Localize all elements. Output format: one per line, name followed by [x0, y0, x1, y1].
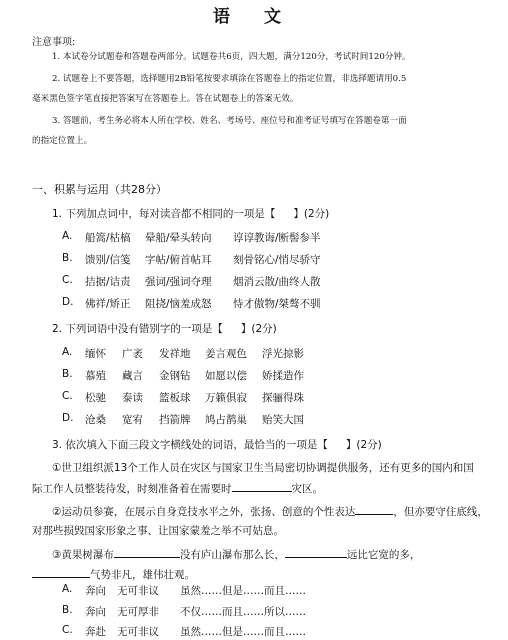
option-word-4: 万籁俱寂	[205, 392, 247, 404]
note-2b: 毫米黑色签字笔直接把答案写在答题卷上。答在试题卷上的答案无效。	[32, 94, 299, 104]
option-word-1: 沧桑	[85, 414, 106, 426]
passage-text: 没有庐山瀑布那么长，	[179, 549, 285, 561]
q3-passage-2-line-1	[52, 503, 488, 519]
q3-passage-3-line-2	[32, 566, 195, 582]
option-pair-2: 字帖/俯首帖耳	[145, 254, 212, 266]
option-letter: D.	[62, 296, 74, 308]
option-word-1: 奔向	[85, 606, 106, 618]
option-letter: B.	[62, 252, 73, 264]
answer-blank	[285, 546, 347, 558]
passage-text: ②运动员参赛，在展示自身竞技水平之外，张扬、创意的个性表达	[52, 506, 356, 518]
option-word-5: 探骊得珠	[262, 392, 304, 404]
option-word-3: 虽然……但是……而且……	[180, 626, 306, 638]
option-word-3: 虽然……但是……而且……	[180, 585, 306, 597]
option-word-2: 广袤	[122, 348, 143, 360]
passage-text: 气势非凡，雄伟壮观。	[90, 569, 195, 581]
note-3b: 的指定位置上。	[32, 136, 93, 146]
option-letter: B.	[62, 368, 73, 380]
option-pair-3: 烟消云散/曲终人散	[233, 276, 321, 288]
option-letter: A.	[62, 230, 73, 242]
option-letter: A.	[62, 583, 73, 595]
question-2-stem: 2. 下列词语中没有错别字的一项是【	[52, 323, 223, 335]
option-letter: D.	[62, 412, 74, 424]
passage-text: ，但亦要守住底线，	[393, 506, 488, 518]
option-word-4: 姜言观色	[205, 348, 247, 360]
passage-text: 际工作人员整装待发，时刻准备着在需要时	[32, 483, 232, 495]
answer-blank	[355, 503, 393, 515]
q3-passage-2-line-2: 对那些损毁国家形象之事、让国家蒙羞之举不可姑息。	[32, 525, 284, 537]
option-word-2: 无可厚非	[117, 606, 159, 618]
option-word-5: 娇揉造作	[262, 370, 304, 382]
note-3a: 3. 答题前，考生务必将本人所在学校、姓名、考场号、座位号和准考证号填写在答题卷第一面	[52, 116, 407, 126]
q3-passage-1-line-1: ①世卫组织派13个工作人员在灾区与国家卫生当局密切协调提供服务，还有更多的国内和国	[52, 462, 474, 474]
question-3-stem: 3. 依次填入下面三段文字横线处的词语，最恰当的一项是【	[52, 439, 328, 451]
question-3-score: 】(2分)	[345, 439, 382, 451]
question-2	[52, 321, 277, 336]
question-1	[52, 206, 329, 221]
question-1-stem: 1. 下列加点词中，每对读音都不相同的一项是【	[52, 208, 276, 220]
option-letter: B.	[62, 604, 73, 616]
option-word-3: 篮板球	[159, 392, 191, 404]
option-word-3: 发祥地	[159, 348, 191, 360]
answer-blank	[232, 480, 292, 492]
option-word-1: 奔向	[85, 585, 106, 597]
passage-text: 远比它宽的多，	[346, 549, 421, 561]
option-word-3: 挡箭牌	[159, 414, 191, 426]
option-pair-2: 强词/强词夺理	[145, 276, 212, 288]
note-2a: 2. 试题卷上不要答题，选择题用2B铅笔按要求填涂在答题卷上的指定位置，非选择题请用0.5	[52, 74, 407, 84]
note-1: 1. 本试卷分试题卷和答题卷两部分。试题卷共6页，四大题，满分120分，考试时间120分钟。	[52, 52, 411, 62]
option-letter: C.	[62, 274, 73, 286]
option-word-5: 浮光掠影	[262, 348, 304, 360]
question-1-score: 】(2分)	[293, 208, 330, 220]
option-letter: C.	[62, 624, 73, 636]
option-word-3: 不仅……而且……所以……	[180, 606, 306, 618]
passage-text: 灾区。	[291, 483, 323, 495]
option-pair-1: 拮据/诘责	[85, 276, 131, 288]
option-pair-3: 恃才傲物/桀骜不驯	[233, 298, 321, 310]
option-word-5: 贻笑大国	[262, 414, 304, 426]
option-letter: A.	[62, 346, 73, 358]
option-word-1: 松驰	[85, 392, 106, 404]
option-word-1: 奔赴	[85, 626, 106, 638]
q3-passage-3-line-1	[52, 546, 420, 562]
q3-passage-1-line-2	[32, 480, 323, 496]
option-word-4: 如愿以偿	[205, 370, 247, 382]
question-3	[52, 437, 382, 452]
notes-heading: 注意事项:	[32, 37, 76, 48]
option-word-2: 藏言	[122, 370, 143, 382]
option-word-1: 慕殖	[85, 370, 106, 382]
option-word-1: 缅怀	[85, 348, 106, 360]
answer-blank	[114, 546, 180, 558]
page-title: 语 文	[213, 7, 295, 27]
option-word-4: 鸠占鹊巢	[205, 414, 247, 426]
passage-text: ③黄果树瀑布	[52, 549, 114, 561]
option-pair-1: 船篙/枯槁	[85, 232, 131, 244]
option-word-2: 泰读	[122, 392, 143, 404]
option-pair-2: 晕船/晕头转向	[145, 232, 212, 244]
option-word-3: 金钢钻	[159, 370, 191, 382]
option-letter: C.	[62, 390, 73, 402]
option-word-2: 宽宥	[122, 414, 143, 426]
option-pair-3: 谆谆教诲/断髻参半	[233, 232, 321, 244]
option-pair-3: 刻骨铭心/悄尽骄守	[233, 254, 321, 266]
option-pair-1: 佛祥/矫正	[85, 298, 131, 310]
option-pair-2: 阻挠/恼羞成怒	[145, 298, 212, 310]
answer-blank	[32, 566, 90, 578]
option-word-2: 无可非议	[117, 626, 159, 638]
question-2-score: 】(2分)	[240, 323, 277, 335]
section-heading: 一、积累与运用（共28分）	[32, 183, 167, 196]
option-word-2: 无可非议	[117, 585, 159, 597]
option-pair-1: 馈别/信笺	[85, 254, 131, 266]
